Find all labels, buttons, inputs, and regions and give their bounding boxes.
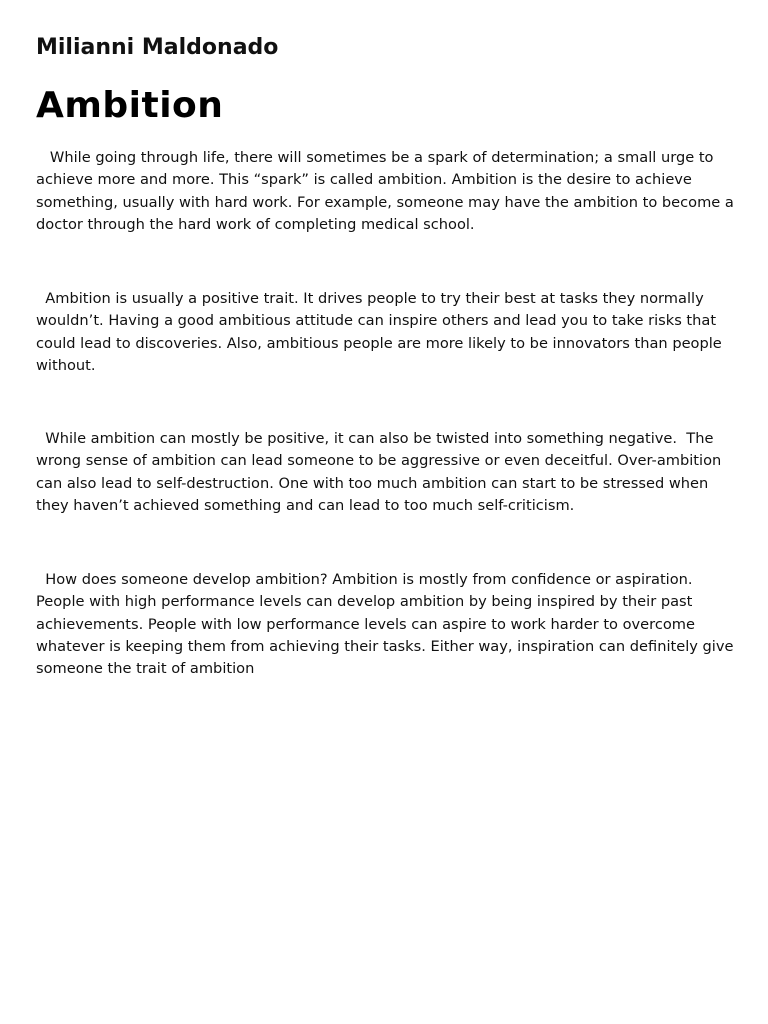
paragraph-4: How does someone develop ambition? Ambition is mostly from confidence or aspiration. People with high performance levels can develop ambition by being inspired by their past achievements. People with low performance levels can aspire to work harder to overcome whatever is keeping them from achieving their tasks. Either way, inspiration can definitely give someone the trait of ambition <box>36 571 739 678</box>
author-name: Milianni Maldonado <box>36 35 279 60</box>
document-title: Ambition <box>36 85 224 126</box>
paragraph-1: While going through life, there will sometimes be a spark of determination; a small urge to achieve more and more. This “spark” is called ambition. Ambition is the desire to achieve something, usually with hard work. For example, someone may have the ambition to become a doctor through the hard work of completing medical school. <box>36 149 739 233</box>
paragraph-2: Ambition is usually a positive trait. It drives people to try their best at tasks they normally wouldn’t. Having a good ambitious attitude can inspire others and lead you to take risks that could lead to discoveries. Also, ambitious people are more likely to be innovators than people without. <box>36 290 727 374</box>
paragraph-3: While ambition can mostly be positive, it can also be twisted into something negative. The wrong sense of ambition can lead someone to be aggressive or even deceitful. Over-ambition can also lead to self-destruction. One with too much ambition can start to be stressed when they haven’t achieved something and can lead to too much self-criticism. <box>36 430 726 514</box>
